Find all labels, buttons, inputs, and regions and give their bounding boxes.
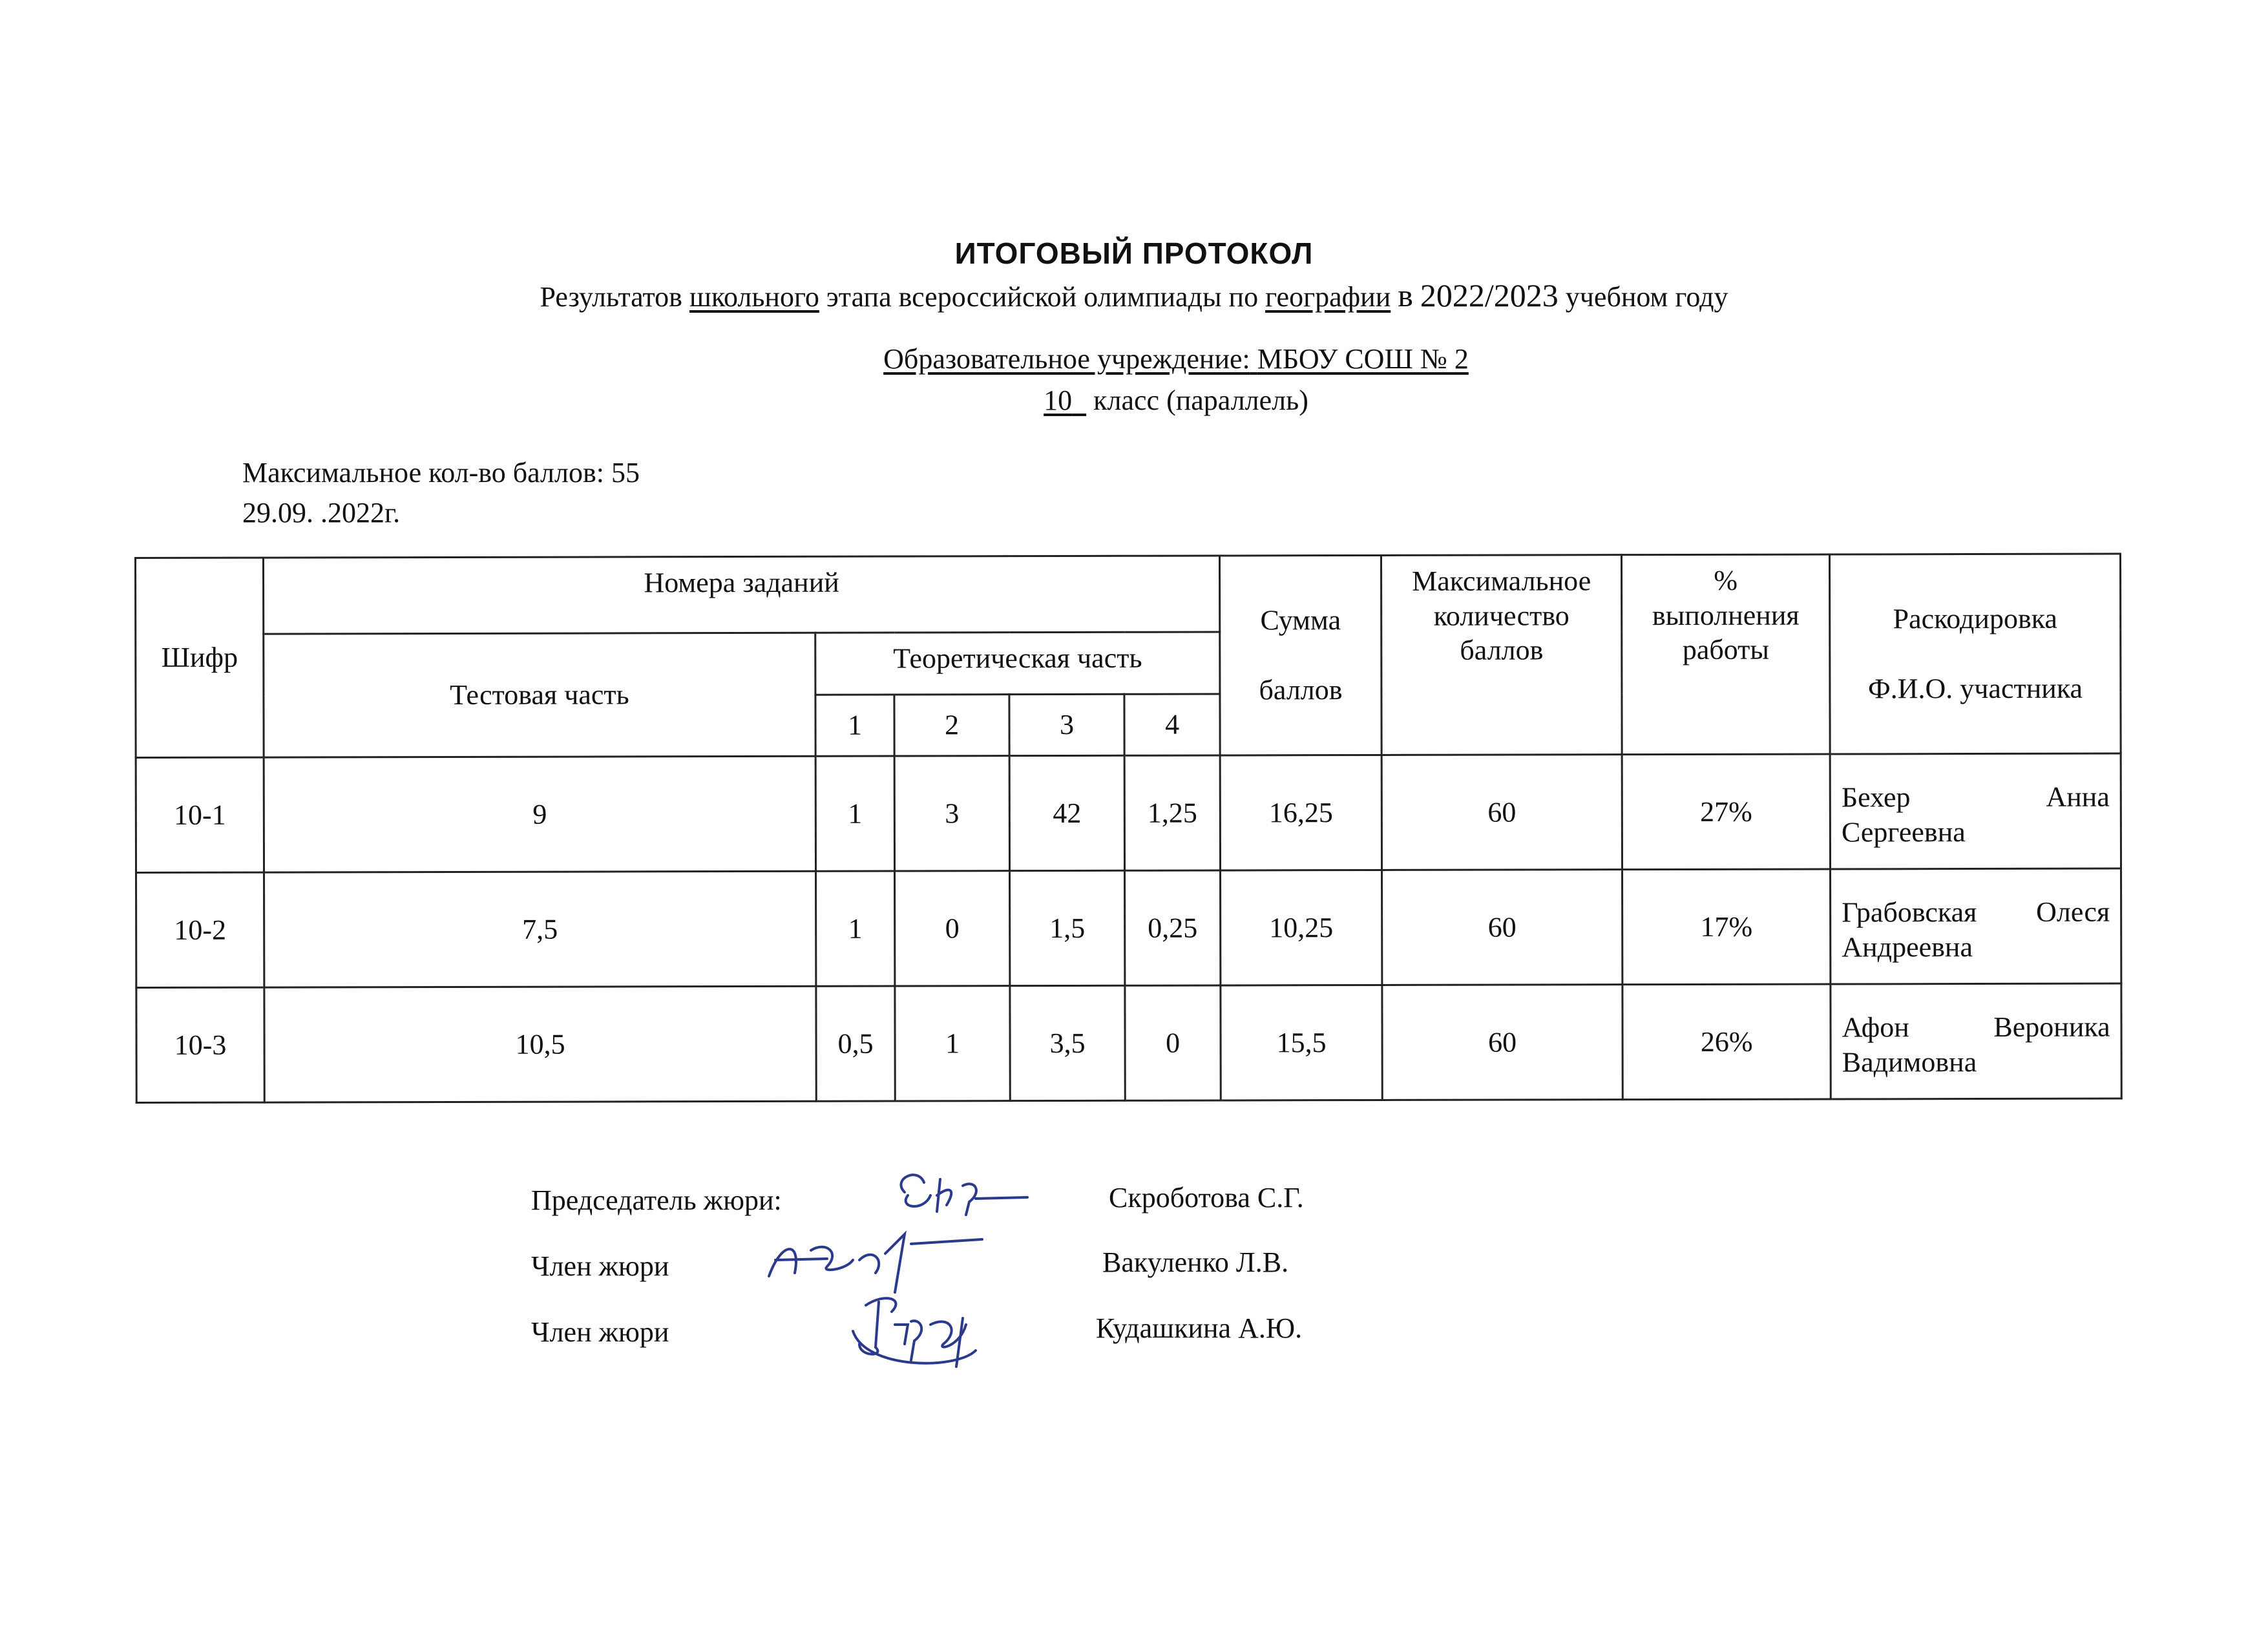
grade-line	[0, 384, 2268, 417]
cell-t1: 1	[815, 756, 894, 871]
cell-percent: 17%	[1622, 869, 1831, 985]
sum-header	[1220, 555, 1382, 755]
cell-percent: 26%	[1622, 984, 1831, 1100]
sum-header-line1: Сумма	[1260, 604, 1341, 636]
theory-task-3-header: 3	[1009, 694, 1124, 755]
cell-sum: 16,25	[1220, 755, 1381, 870]
cell-cipher: 10-3	[136, 987, 264, 1102]
cell-test: 9	[264, 756, 815, 872]
cell-max: 60	[1381, 755, 1622, 870]
cell-participant-name: Бехер Анна Сергеевна	[1830, 753, 2121, 869]
institution-name: МБОУ СОШ № 2	[1257, 343, 1469, 375]
task-numbers-header: Номера заданий	[264, 556, 1220, 634]
max-points: Максимальное кол-во баллов: 55	[242, 457, 640, 488]
max-header-line2: количество	[1433, 600, 1570, 632]
chair-name: Скроботова С.Г.	[1109, 1182, 1304, 1213]
subtitle-suffix: учебном году	[1565, 281, 1728, 313]
cell-t1: 0,5	[816, 986, 895, 1101]
table-row	[136, 868, 2121, 987]
percent-header-line1: %	[1714, 564, 1738, 596]
results-table	[134, 553, 2123, 1104]
theory-task-1-header: 1	[815, 695, 894, 756]
percent-header-line2: выполнения	[1652, 599, 1800, 631]
cell-cipher: 10-1	[136, 757, 264, 872]
percent-header	[1622, 554, 1831, 755]
document-title: ИТОГОВЫЙ ПРОТОКОЛ	[954, 236, 1314, 270]
test-part-header: Тестовая часть	[264, 633, 815, 757]
cell-t3: 42	[1009, 755, 1124, 870]
grade-number: 10	[1044, 384, 1073, 416]
decode-header	[1830, 554, 2121, 754]
subtitle-in: в	[1398, 277, 1413, 313]
cell-t3: 1,5	[1010, 870, 1125, 985]
cell-cipher: 10-2	[136, 872, 264, 987]
stage-name: школьного	[689, 281, 819, 313]
cell-t2: 3	[894, 756, 1009, 871]
max-header-line3: баллов	[1460, 634, 1544, 667]
cell-t2: 0	[895, 871, 1010, 986]
cell-t3: 3,5	[1010, 985, 1125, 1100]
cell-t2: 1	[895, 986, 1010, 1101]
max-header-line1: Максимальное	[1412, 565, 1591, 597]
document-subtitle	[0, 277, 2268, 314]
member2-signature-icon	[846, 1286, 989, 1370]
institution-line	[0, 342, 2268, 375]
academic-year: 2022/2023	[1420, 277, 1559, 313]
cell-test: 7,5	[264, 871, 816, 987]
sum-header-line2: баллов	[1259, 673, 1343, 706]
decode-header-line1: Раскодировка	[1893, 603, 2057, 635]
cell-sum: 15,5	[1221, 985, 1382, 1100]
percent-header-line3: работы	[1682, 634, 1769, 666]
cell-t4: 1,25	[1124, 755, 1220, 870]
cell-max: 60	[1382, 985, 1622, 1100]
chair-label: Председатель жюри:	[531, 1184, 782, 1216]
member1-name: Вакуленко Л.В.	[1102, 1246, 1289, 1278]
cell-t1: 1	[816, 871, 895, 986]
cell-max: 60	[1382, 870, 1622, 985]
subtitle-prefix: Результатов	[540, 281, 682, 313]
cell-participant-name: Афон Вероника Вадимовна	[1831, 983, 2121, 1099]
theory-task-2-header: 2	[894, 695, 1009, 756]
institution-label: Образовательное учреждение:	[883, 343, 1250, 375]
cell-test: 10,5	[264, 986, 816, 1102]
theory-part-header: Теоретическая часть	[815, 632, 1220, 695]
decode-header-line2: Ф.И.О. участника	[1867, 672, 2083, 705]
subtitle-middle: этапа всероссийской олимпиады по	[826, 281, 1259, 313]
cell-sum: 10,25	[1221, 870, 1382, 985]
cell-percent: 27%	[1622, 754, 1830, 870]
subject-name: географии	[1265, 281, 1391, 313]
cell-t4: 0	[1125, 985, 1221, 1100]
member1-label: Член жюри	[531, 1250, 669, 1282]
theory-task-4-header: 4	[1124, 694, 1220, 755]
member2-label: Член жюри	[531, 1316, 669, 1348]
table-row	[136, 983, 2121, 1102]
table-row	[136, 753, 2121, 872]
max-header	[1381, 555, 1622, 755]
cell-participant-name: Грабовская Олеся Андреевна	[1831, 868, 2121, 984]
member2-name: Кудашкина А.Ю.	[1096, 1312, 1303, 1344]
cell-t4: 0,25	[1125, 870, 1221, 985]
protocol-date: 29.09. .2022г.	[242, 497, 401, 529]
grade-suffix: класс (параллель)	[1093, 384, 1308, 416]
cipher-header: Шифр	[136, 558, 264, 757]
